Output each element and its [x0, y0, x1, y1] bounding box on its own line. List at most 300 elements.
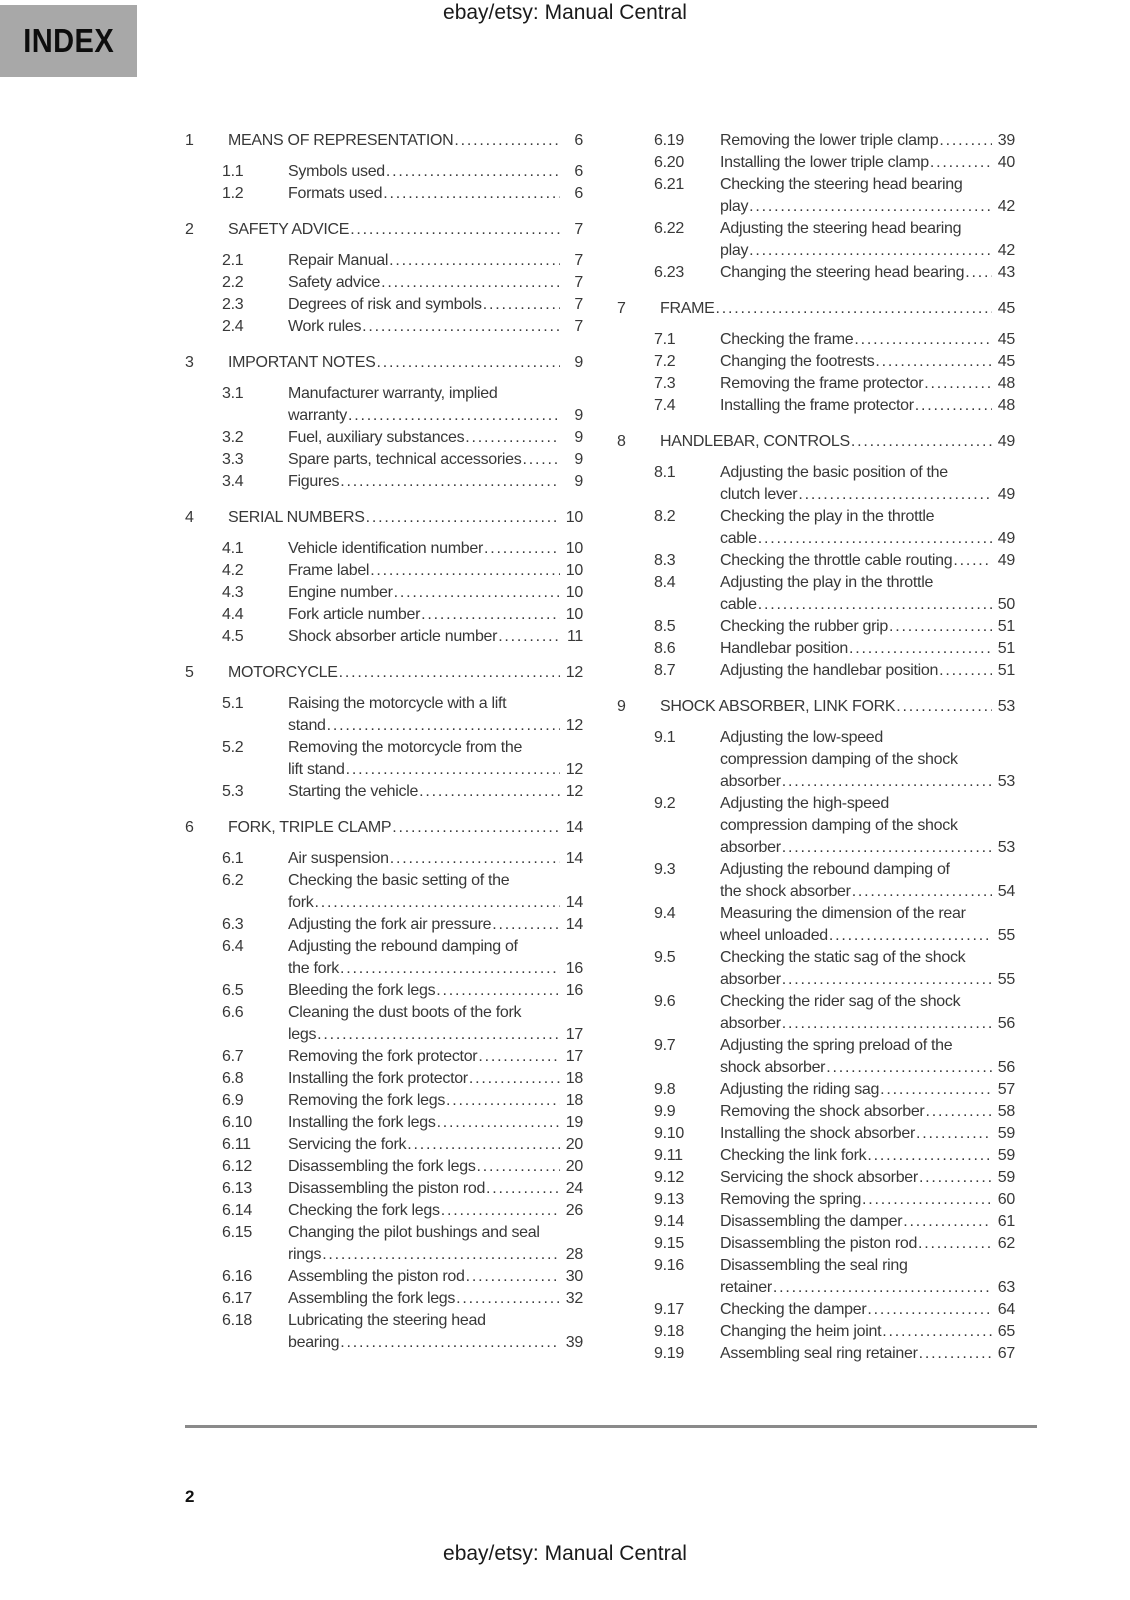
- toc-entry-text: rings: [288, 1246, 322, 1263]
- toc-entry-number: 4.5: [222, 628, 244, 645]
- toc-entry-number: 7.4: [654, 397, 676, 414]
- toc-entry-lastline: [288, 892, 583, 914]
- toc-entry-lastline: [720, 395, 1015, 417]
- toc-sub-entry: [617, 351, 1015, 373]
- toc-entry-title: [288, 560, 583, 582]
- toc-sub-entry: [617, 1145, 1015, 1167]
- toc-sub-entry: [617, 1189, 1015, 1211]
- toc-entry-title: [720, 262, 1015, 284]
- toc-sub-entry: [185, 781, 583, 803]
- toc-entry-text: Changing the steering head bearing: [720, 264, 965, 281]
- dot-leader: [758, 594, 992, 616]
- header-title: ebay/etsy: Manual Central: [443, 1, 687, 24]
- toc-entry-line: Checking the rider sag of the shock: [720, 993, 961, 1010]
- toc-entry-text: MOTORCYCLE: [228, 664, 338, 681]
- toc-sub-entry: [185, 1266, 583, 1288]
- toc-entry-number: 8.7: [654, 662, 676, 679]
- toc-entry-number: 6.10: [222, 1114, 252, 1131]
- toc-entry-page: 45: [997, 353, 1015, 370]
- toc-entry-number: 8.1: [654, 464, 676, 481]
- toc-sub-entry: [185, 1222, 583, 1266]
- toc-entry-text: Servicing the shock absorber: [720, 1169, 918, 1186]
- toc-entry-number: 9.11: [654, 1147, 683, 1164]
- dot-leader: [852, 881, 992, 903]
- toc-entry-lastline: [288, 449, 583, 471]
- toc-entry-number: 3.1: [222, 385, 244, 402]
- toc-entry-text: shock absorber: [720, 1059, 826, 1076]
- toc-entry-number: 4: [185, 509, 194, 526]
- toc-sub-entry: [617, 1299, 1015, 1321]
- toc-sub-entry: [185, 272, 583, 294]
- toc-entry-page: 17: [565, 1026, 583, 1043]
- dot-leader: [773, 1277, 992, 1299]
- toc-entry-number: 9.3: [654, 861, 676, 878]
- toc-entry-lastline: [720, 1167, 1015, 1189]
- toc-entry-number: 6.17: [222, 1290, 252, 1307]
- toc-entry-title: [288, 914, 583, 936]
- toc-entry-page: 50: [997, 596, 1015, 613]
- toc-entry-page: 49: [997, 433, 1015, 450]
- toc-entry-number: 6.22: [654, 220, 684, 237]
- toc-entry-text: Fuel, auxiliary substances: [288, 429, 465, 446]
- toc-entry-text: Checking the throttle cable routing: [720, 552, 953, 569]
- toc-entry-title: [720, 1343, 1015, 1365]
- toc-entry-page: 10: [565, 584, 583, 601]
- toc-entry-page: 16: [565, 960, 583, 977]
- dot-leader: [383, 183, 560, 205]
- toc-entry-lastline: [288, 1266, 583, 1288]
- toc-entry-text: FRAME: [660, 300, 715, 317]
- toc-entry-text: absorber: [720, 839, 781, 856]
- toc-entry-page: 55: [997, 927, 1015, 944]
- toc-entry-text: Checking the rubber grip: [720, 618, 889, 635]
- toc-entry-lastline: [720, 196, 1015, 218]
- toc-sub-entry: [185, 316, 583, 338]
- toc-entry-title: [288, 161, 583, 183]
- toc-entry-text: legs: [288, 1026, 317, 1043]
- toc-entry-text: HANDLEBAR, CONTROLS: [660, 433, 850, 450]
- toc-entry-lastline: [288, 161, 583, 183]
- toc-sub-entry: [185, 1046, 583, 1068]
- toc-entry-title: [720, 859, 1015, 903]
- dot-leader: [924, 373, 992, 395]
- toc-entry-number: 9.9: [654, 1103, 676, 1120]
- toc-entry-title: [288, 1046, 583, 1068]
- toc-sub-entry: [617, 660, 1015, 682]
- toc-entry-text: SHOCK ABSORBER, LINK FORK: [660, 698, 896, 715]
- toc-entry-text: SERIAL NUMBERS: [228, 509, 365, 526]
- toc-entry-page: 48: [997, 375, 1015, 392]
- toc-entry-line: Checking the static sag of the shock: [720, 949, 966, 966]
- toc-entry-number: 9.14: [654, 1213, 684, 1230]
- toc-entry-number: 6: [185, 819, 194, 836]
- toc-entry-number: 3.4: [222, 473, 244, 490]
- toc-entry-title: [720, 660, 1015, 682]
- toc-entry-text: Removing the shock absorber: [720, 1103, 925, 1120]
- toc-entry-text: Installing the fork protector: [288, 1070, 468, 1087]
- toc-entry-title: [288, 427, 583, 449]
- toc-entry-title: [720, 1233, 1015, 1255]
- toc-entry-text: Vehicle identification number: [288, 540, 483, 557]
- toc-entry-page: 61: [997, 1213, 1015, 1230]
- dot-leader: [394, 582, 560, 604]
- toc-entry-lastline: [288, 1024, 583, 1046]
- toc-entry-page: 14: [565, 916, 583, 933]
- toc-entry-text: Removing the spring: [720, 1191, 862, 1208]
- toc-entry-text: fork: [288, 894, 314, 911]
- toc-entry-text: Assembling the fork legs: [288, 1290, 456, 1307]
- toc-entry-page: 7: [574, 296, 583, 313]
- toc-entry-page: 40: [997, 154, 1015, 171]
- dot-leader: [421, 604, 560, 626]
- toc-entry-text: IMPORTANT NOTES: [228, 354, 376, 371]
- toc-entry-lastline: [720, 616, 1015, 638]
- toc-entry-text: stand: [288, 717, 326, 734]
- toc-entry-lastline: [720, 1013, 1015, 1035]
- toc-entry-page: 14: [565, 850, 583, 867]
- toc-entry-title: [288, 272, 583, 294]
- toc-sub-entry: [185, 449, 583, 471]
- toc-sub-entry: [185, 1288, 583, 1310]
- toc-entry-page: 45: [997, 300, 1015, 317]
- dot-leader: [317, 1024, 560, 1046]
- toc-sub-entry: [185, 1090, 583, 1112]
- dot-leader: [965, 262, 992, 284]
- dot-leader: [392, 817, 560, 839]
- toc-section-entry: [617, 298, 1015, 320]
- toc-entry-lastline: [288, 759, 583, 781]
- toc-entry-number: 9.7: [654, 1037, 676, 1054]
- toc-entry-number: 4.2: [222, 562, 244, 579]
- toc-entry-page: 59: [997, 1147, 1015, 1164]
- toc-entry-title: [720, 903, 1015, 947]
- toc-entry-lastline: [288, 294, 583, 316]
- dot-leader: [896, 696, 992, 718]
- toc-entry-text: Starting the vehicle: [288, 783, 419, 800]
- toc-entry-lastline: [720, 1233, 1015, 1255]
- toc-entry-lastline: [720, 594, 1015, 616]
- index-label-box: [0, 5, 137, 77]
- toc-entry-title: [720, 1145, 1015, 1167]
- toc-sub-entry: [617, 1233, 1015, 1255]
- toc-section-entry: [185, 817, 583, 839]
- toc-section-entry: [185, 130, 583, 152]
- toc-entry-number: 1.1: [222, 163, 244, 180]
- toc-entry-text: FORK, TRIPLE CLAMP: [228, 819, 392, 836]
- toc-entry-title: [720, 462, 1015, 506]
- toc-entry-title: [288, 1090, 583, 1112]
- toc-entry-lastline: [228, 219, 583, 241]
- dot-leader: [492, 914, 560, 936]
- toc-entry-number: 7.3: [654, 375, 676, 392]
- toc-section-entry: [617, 696, 1015, 718]
- toc-entry-text: Removing the fork protector: [288, 1048, 478, 1065]
- toc-entry-title: [288, 383, 583, 427]
- toc-entry-line: Checking the play in the throttle: [720, 508, 935, 525]
- toc-entry-text: Disassembling the piston rod: [288, 1180, 486, 1197]
- toc-sub-entry: [617, 1211, 1015, 1233]
- toc-entry-page: 42: [997, 242, 1015, 259]
- toc-entry-title: [228, 662, 583, 684]
- toc-entry-text: Checking the damper: [720, 1301, 867, 1318]
- toc-entry-lastline: [288, 604, 583, 626]
- dot-leader: [916, 1123, 992, 1145]
- toc-entry-title: [228, 352, 583, 374]
- toc-entry-number: 6.16: [222, 1268, 252, 1285]
- dot-leader: [407, 1134, 560, 1156]
- toc-entry-page: 51: [997, 640, 1015, 657]
- toc-sub-entry: [185, 538, 583, 560]
- toc-sub-entry: [185, 471, 583, 493]
- toc-sub-entry: [617, 218, 1015, 262]
- dot-leader: [436, 980, 560, 1002]
- toc-sub-entry: [185, 848, 583, 870]
- toc-entry-text: Removing the frame protector: [720, 375, 924, 392]
- toc-sub-entry: [617, 793, 1015, 859]
- toc-entry-text: Changing the footrests: [720, 353, 875, 370]
- dot-leader: [903, 1211, 992, 1233]
- dot-leader: [880, 1079, 992, 1101]
- toc-sub-entry: [185, 1310, 583, 1354]
- toc-entry-text: the shock absorber: [720, 883, 851, 900]
- toc-entry-number: 3: [185, 354, 194, 371]
- toc-entry-lastline: [288, 1200, 583, 1222]
- toc-entry-text: play: [720, 242, 749, 259]
- toc-sub-entry: [185, 980, 583, 1002]
- dot-leader: [340, 1332, 560, 1354]
- toc-entry-number: 9.12: [654, 1169, 684, 1186]
- toc-entry-text: Frame label: [288, 562, 370, 579]
- toc-entry-title: [288, 316, 583, 338]
- toc-entry-number: 6.4: [222, 938, 244, 955]
- toc-entry-line: Checking the basic setting of the: [288, 872, 510, 889]
- toc-entry-title: [288, 980, 583, 1002]
- toc-entry-lastline: [228, 817, 583, 839]
- dot-leader: [339, 662, 560, 684]
- toc-entry-lastline: [288, 1068, 583, 1090]
- toc-entry-title: [720, 1255, 1015, 1299]
- toc-entry-page: 59: [997, 1125, 1015, 1142]
- toc-sub-entry: [185, 582, 583, 604]
- toc-entry-title: [720, 395, 1015, 417]
- toc-sub-entry: [185, 383, 583, 427]
- toc-entry-title: [720, 1079, 1015, 1101]
- toc-entry-title: [288, 693, 583, 737]
- dot-leader: [348, 405, 560, 427]
- toc-sub-entry: [185, 936, 583, 980]
- toc-entry-page: 30: [565, 1268, 583, 1285]
- toc-entry-number: 9.15: [654, 1235, 684, 1252]
- toc-entry-title: [720, 793, 1015, 859]
- toc-entry-title: [660, 696, 1015, 718]
- toc-entry-text: warranty: [288, 407, 347, 424]
- toc-entry-text: Checking the link fork: [720, 1147, 867, 1164]
- dot-leader: [882, 1321, 992, 1343]
- toc-entry-lastline: [720, 660, 1015, 682]
- dot-leader: [346, 759, 560, 781]
- toc-entry-line: Adjusting the steering head bearing: [720, 220, 962, 237]
- toc-entry-number: 6.11: [222, 1136, 251, 1153]
- toc-entry-number: 5.2: [222, 739, 244, 756]
- toc-sub-entry: [617, 991, 1015, 1035]
- toc-entry-lastline: [720, 1277, 1015, 1299]
- toc-entry-line: Checking the steering head bearing: [720, 176, 963, 193]
- dot-leader: [386, 161, 560, 183]
- toc-entry-line: compression damping of the shock: [720, 751, 958, 768]
- dot-leader: [749, 196, 992, 218]
- toc-entry-lastline: [720, 329, 1015, 351]
- toc-entry-number: 9.5: [654, 949, 676, 966]
- toc-entry-lastline: [720, 881, 1015, 903]
- toc-entry-number: 8: [617, 433, 626, 450]
- dot-leader: [867, 1145, 992, 1167]
- toc-entry-title: [288, 1266, 583, 1288]
- toc-entry-text: Installing the lower triple clamp: [720, 154, 929, 171]
- toc-entry-text: lift stand: [288, 761, 345, 778]
- dot-leader: [939, 660, 992, 682]
- toc-entry-text: the fork: [288, 960, 339, 977]
- toc-sub-entry: [185, 1156, 583, 1178]
- toc-sub-entry: [185, 294, 583, 316]
- toc-entry-page: 9: [574, 451, 583, 468]
- dot-leader: [340, 471, 560, 493]
- toc-entry-page: 9: [574, 354, 583, 371]
- toc-entry-number: 8.2: [654, 508, 676, 525]
- footer-divider: [185, 1425, 1037, 1428]
- toc-entry-lastline: [288, 582, 583, 604]
- toc-entry-lastline: [720, 262, 1015, 284]
- toc-sub-entry: [185, 914, 583, 936]
- toc-entry-number: 6.20: [654, 154, 684, 171]
- toc-sub-entry: [617, 329, 1015, 351]
- toc-entry-title: [288, 1200, 583, 1222]
- toc-entry-title: [720, 1035, 1015, 1079]
- toc-entry-lastline: [720, 1299, 1015, 1321]
- toc-entry-lastline: [228, 662, 583, 684]
- toc-entry-number: 7: [617, 300, 626, 317]
- toc-entry-number: 6.9: [222, 1092, 244, 1109]
- toc-entry-title: [720, 1123, 1015, 1145]
- dot-leader: [466, 1266, 560, 1288]
- toc-entry-text: Disassembling the fork legs: [288, 1158, 476, 1175]
- dot-leader: [849, 638, 992, 660]
- toc-entry-title: [720, 572, 1015, 616]
- toc-sub-entry: [185, 560, 583, 582]
- toc-entry-number: 6.19: [654, 132, 684, 149]
- toc-entry-title: [228, 817, 583, 839]
- toc-sub-entry: [617, 903, 1015, 947]
- toc-entry-text: Shock absorber article number: [288, 628, 498, 645]
- toc-entry-text: Disassembling the piston rod: [720, 1235, 918, 1252]
- toc-entry-lastline: [288, 405, 583, 427]
- toc-entry-title: [720, 638, 1015, 660]
- toc-entry-line: Raising the motorcycle with a lift: [288, 695, 507, 712]
- toc-entry-text: Handlebar position: [720, 640, 849, 657]
- toc-entry-text: Adjusting the fork air pressure: [288, 916, 492, 933]
- toc-sub-entry: [617, 506, 1015, 550]
- toc-entry-page: 53: [997, 698, 1015, 715]
- toc-entry-lastline: [288, 1134, 583, 1156]
- toc-entry-page: 39: [565, 1334, 583, 1351]
- toc-entry-number: 6.14: [222, 1202, 252, 1219]
- toc-sub-entry: [617, 859, 1015, 903]
- toc-entry-lastline: [720, 1123, 1015, 1145]
- toc-sub-entry: [185, 1134, 583, 1156]
- toc-entry-number: 6.6: [222, 1004, 244, 1021]
- dot-leader: [314, 892, 560, 914]
- toc-entry-lastline: [720, 1321, 1015, 1343]
- toc-entry-text: Bleeding the fork legs: [288, 982, 436, 999]
- toc-entry-lastline: [720, 1211, 1015, 1233]
- toc-entry-title: [720, 1321, 1015, 1343]
- toc-entry-number: 7.2: [654, 353, 676, 370]
- toc-entry-lastline: [720, 1343, 1015, 1365]
- toc-sub-entry: [617, 373, 1015, 395]
- dot-leader: [469, 1068, 560, 1090]
- toc-entry-lastline: [288, 1046, 583, 1068]
- toc-entry-lastline: [288, 560, 583, 582]
- toc-section-entry: [617, 431, 1015, 453]
- dot-leader: [939, 130, 992, 152]
- toc-entry-text: Removing the lower triple clamp: [720, 132, 939, 149]
- toc-entry-lastline: [720, 484, 1015, 506]
- toc-entry-number: 6.12: [222, 1158, 252, 1175]
- toc-entry-page: 12: [565, 664, 583, 681]
- toc-entry-lastline: [660, 431, 1015, 453]
- toc-sub-entry: [185, 693, 583, 737]
- toc-entry-page: 16: [565, 982, 583, 999]
- toc-entry-text: Engine number: [288, 584, 393, 601]
- toc-sub-entry: [617, 1343, 1015, 1365]
- toc-entry-number: 9.1: [654, 729, 676, 746]
- toc-entry-number: 7.1: [654, 331, 676, 348]
- dot-leader: [953, 550, 992, 572]
- toc-entry-page: 63: [997, 1279, 1015, 1296]
- toc-entry-number: 6.18: [222, 1312, 252, 1329]
- toc-entry-number: 9.19: [654, 1345, 684, 1362]
- dot-leader: [446, 1090, 560, 1112]
- toc-entry-page: 6: [574, 185, 583, 202]
- toc-entry-page: 42: [997, 198, 1015, 215]
- toc-entry-text: Checking the frame: [720, 331, 854, 348]
- toc-entry-page: 56: [997, 1059, 1015, 1076]
- toc-entry-page: 18: [565, 1092, 583, 1109]
- dot-leader: [782, 1013, 992, 1035]
- toc-sub-entry: [617, 550, 1015, 572]
- toc-entry-number: 1.2: [222, 185, 244, 202]
- toc-sub-entry: [617, 462, 1015, 506]
- toc-entry-lastline: [288, 471, 583, 493]
- toc-entry-title: [660, 431, 1015, 453]
- toc-entry-title: [288, 449, 583, 471]
- toc-entry-title: [288, 737, 583, 781]
- toc-entry-page: 7: [574, 318, 583, 335]
- toc-entry-number: 9.4: [654, 905, 676, 922]
- toc-entry-lastline: [720, 130, 1015, 152]
- toc-entry-lastline: [288, 980, 583, 1002]
- toc-entry-number: 9.13: [654, 1191, 684, 1208]
- toc-entry-title: [720, 329, 1015, 351]
- toc-entry-title: [288, 183, 583, 205]
- dot-leader: [454, 130, 560, 152]
- toc-sub-entry: [617, 1101, 1015, 1123]
- toc-section-entry: [185, 507, 583, 529]
- toc-sub-entry: [185, 1200, 583, 1222]
- toc-entry-text: Fork article number: [288, 606, 421, 623]
- toc-entry-lastline: [720, 638, 1015, 660]
- toc-entry-page: 58: [997, 1103, 1015, 1120]
- dot-leader: [854, 329, 992, 351]
